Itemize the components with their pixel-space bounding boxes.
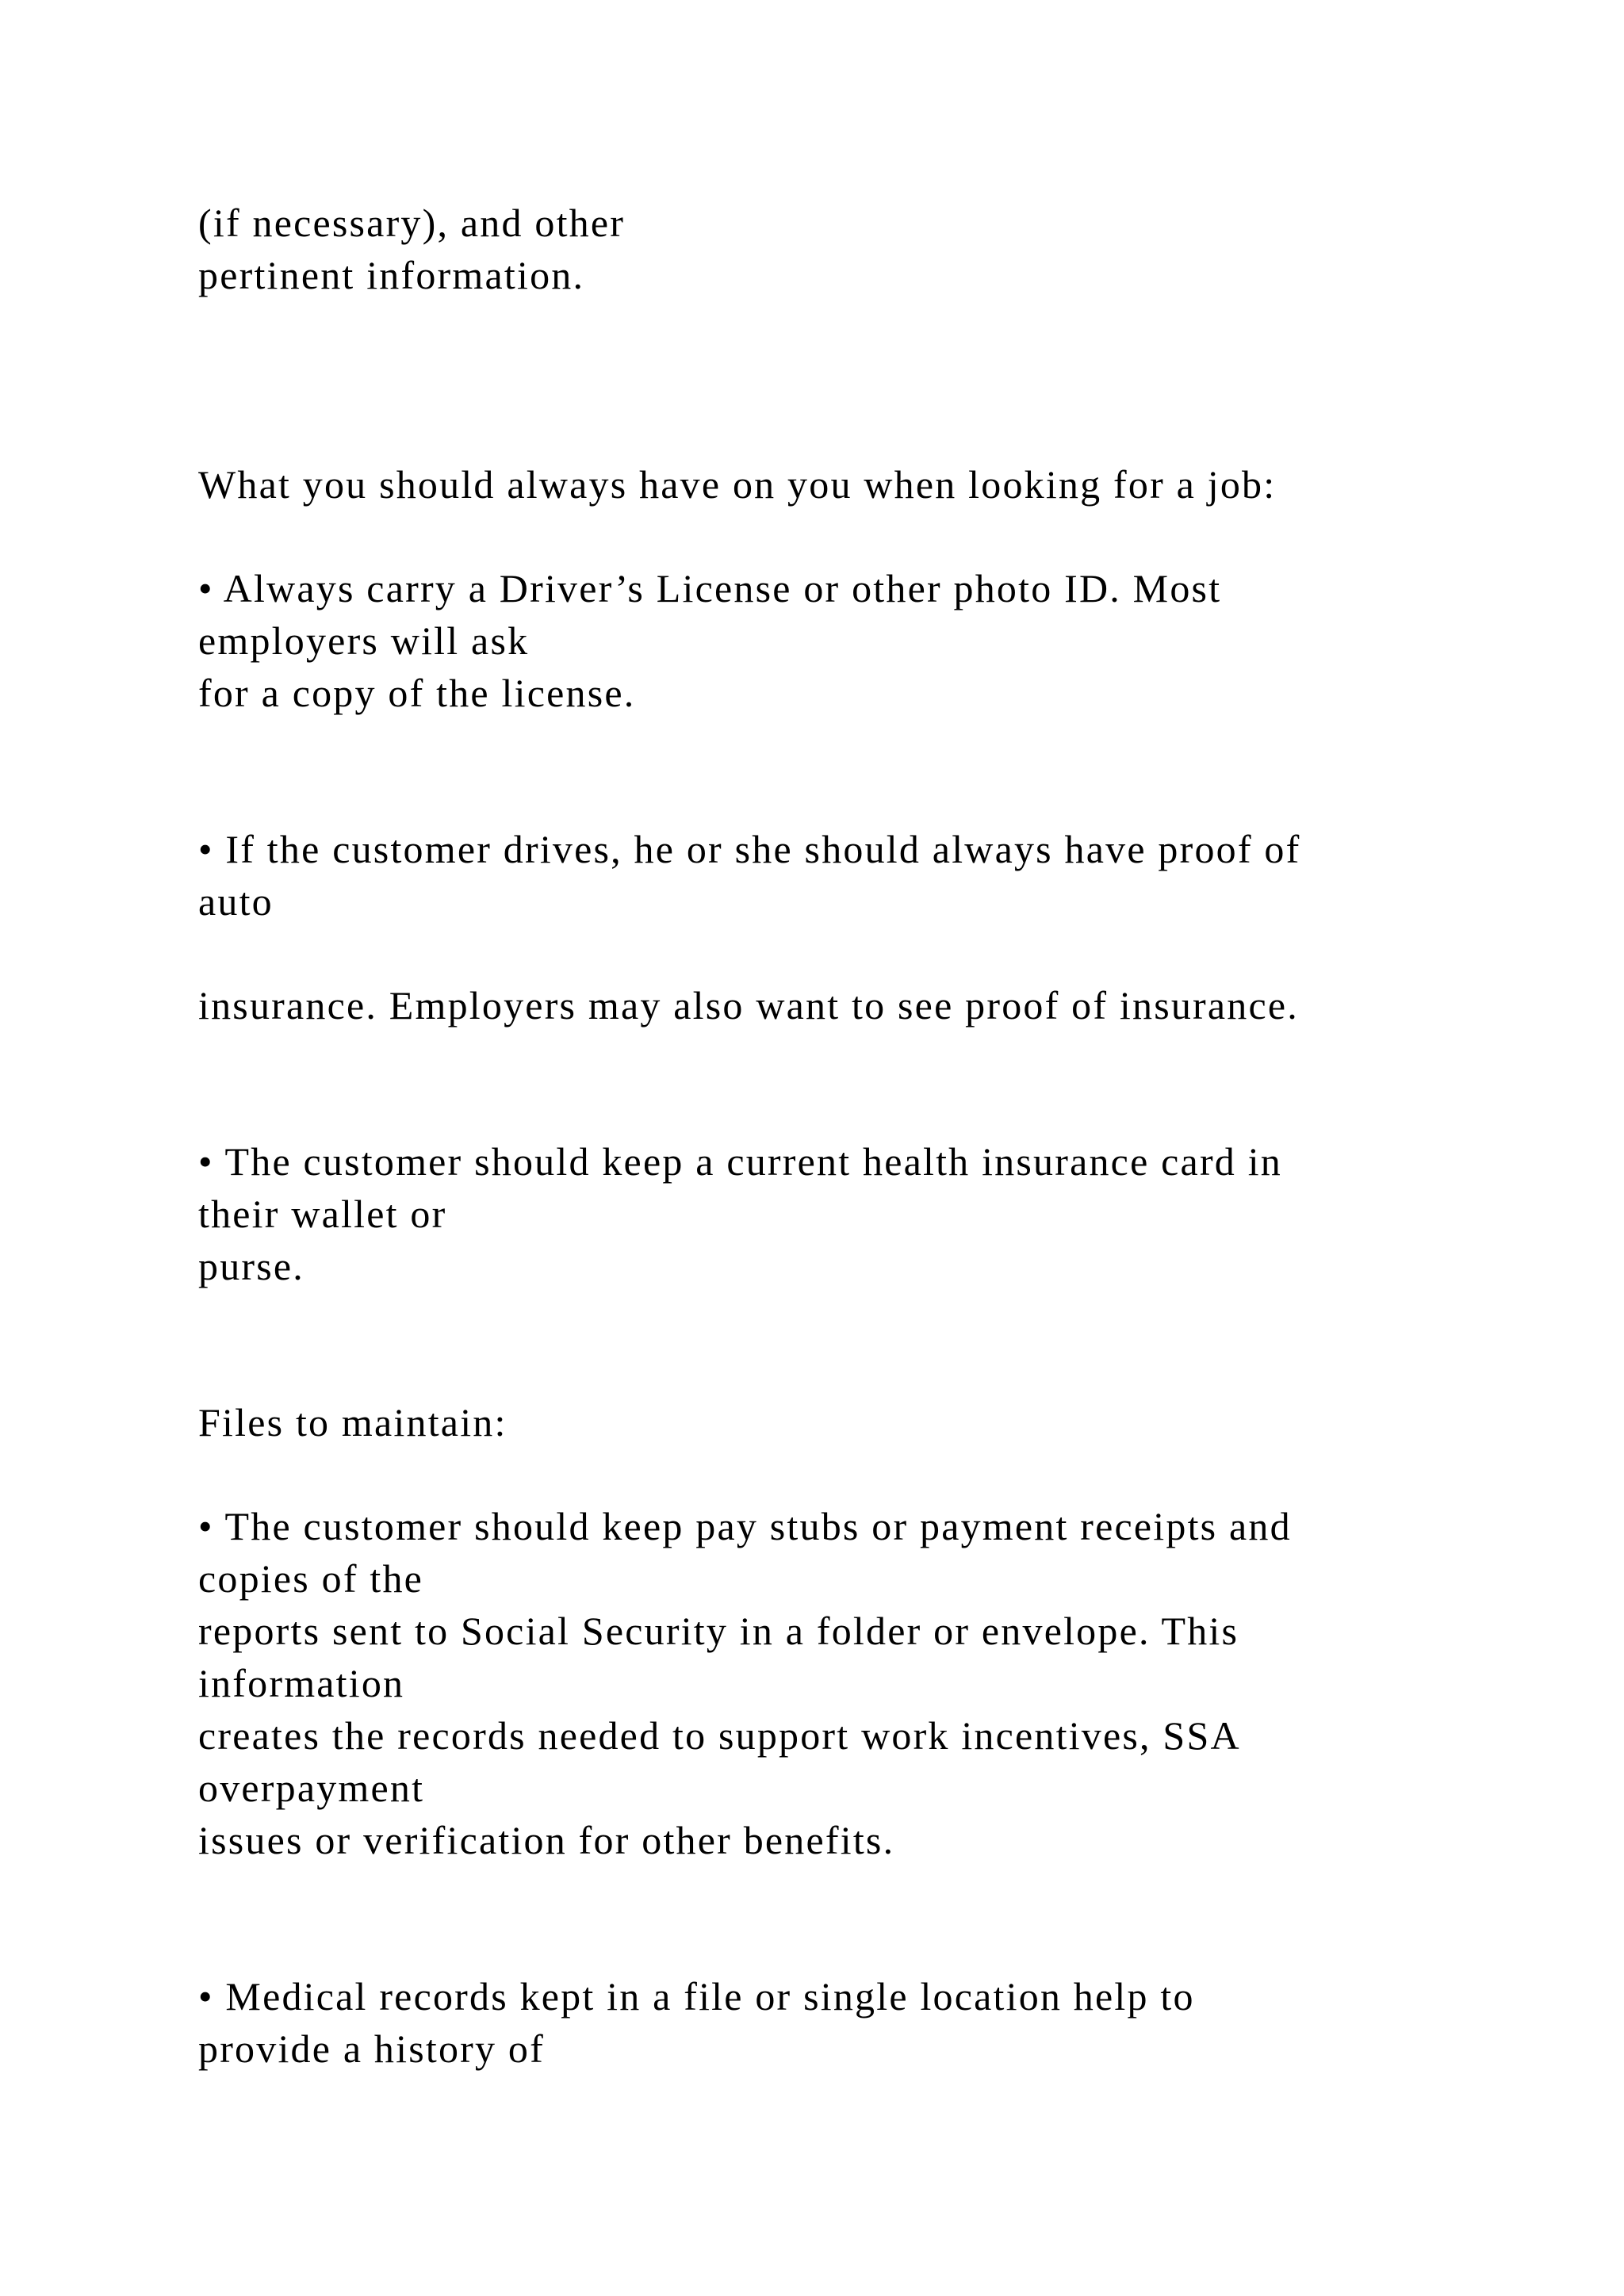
bullet-line: • Always carry a Driver’s License or other photo ID. Most xyxy=(198,566,1222,610)
text-line: insurance. Employers may also want to see proof of insurance. xyxy=(198,983,1299,1027)
text-line: employers will ask xyxy=(198,618,530,663)
text-line: reports sent to Social Security in a folder or envelope. This xyxy=(198,1609,1239,1653)
text-line: issues or verification for other benefits. xyxy=(198,1818,895,1862)
text-line: purse. xyxy=(198,1244,305,1288)
text-line: for a copy of the license. xyxy=(198,671,636,715)
text-line: copies of the xyxy=(198,1556,424,1601)
text-line: provide a history of xyxy=(198,2026,545,2071)
text-line: information xyxy=(198,1661,405,1705)
bullet-line: • If the customer drives, he or she should always have proof of xyxy=(198,827,1301,871)
text-line: overpayment xyxy=(198,1766,425,1810)
text-line: pertinent information. xyxy=(198,253,585,297)
text-line: their wallet or xyxy=(198,1192,447,1236)
section-heading-job-search: What you should always have on you when looking for a job: xyxy=(198,462,1277,507)
text-line: (if necessary), and other xyxy=(198,201,626,245)
section-heading-files: Files to maintain: xyxy=(198,1400,508,1445)
text-line: creates the records needed to support work incentives, SSA xyxy=(198,1713,1241,1758)
bullet-line: • Medical records kept in a file or single location help to xyxy=(198,1974,1195,2019)
text-line: auto xyxy=(198,879,274,924)
bullet-line: • The customer should keep pay stubs or payment receipts and xyxy=(198,1504,1292,1548)
bullet-line: • The customer should keep a current health insurance card in xyxy=(198,1139,1282,1184)
